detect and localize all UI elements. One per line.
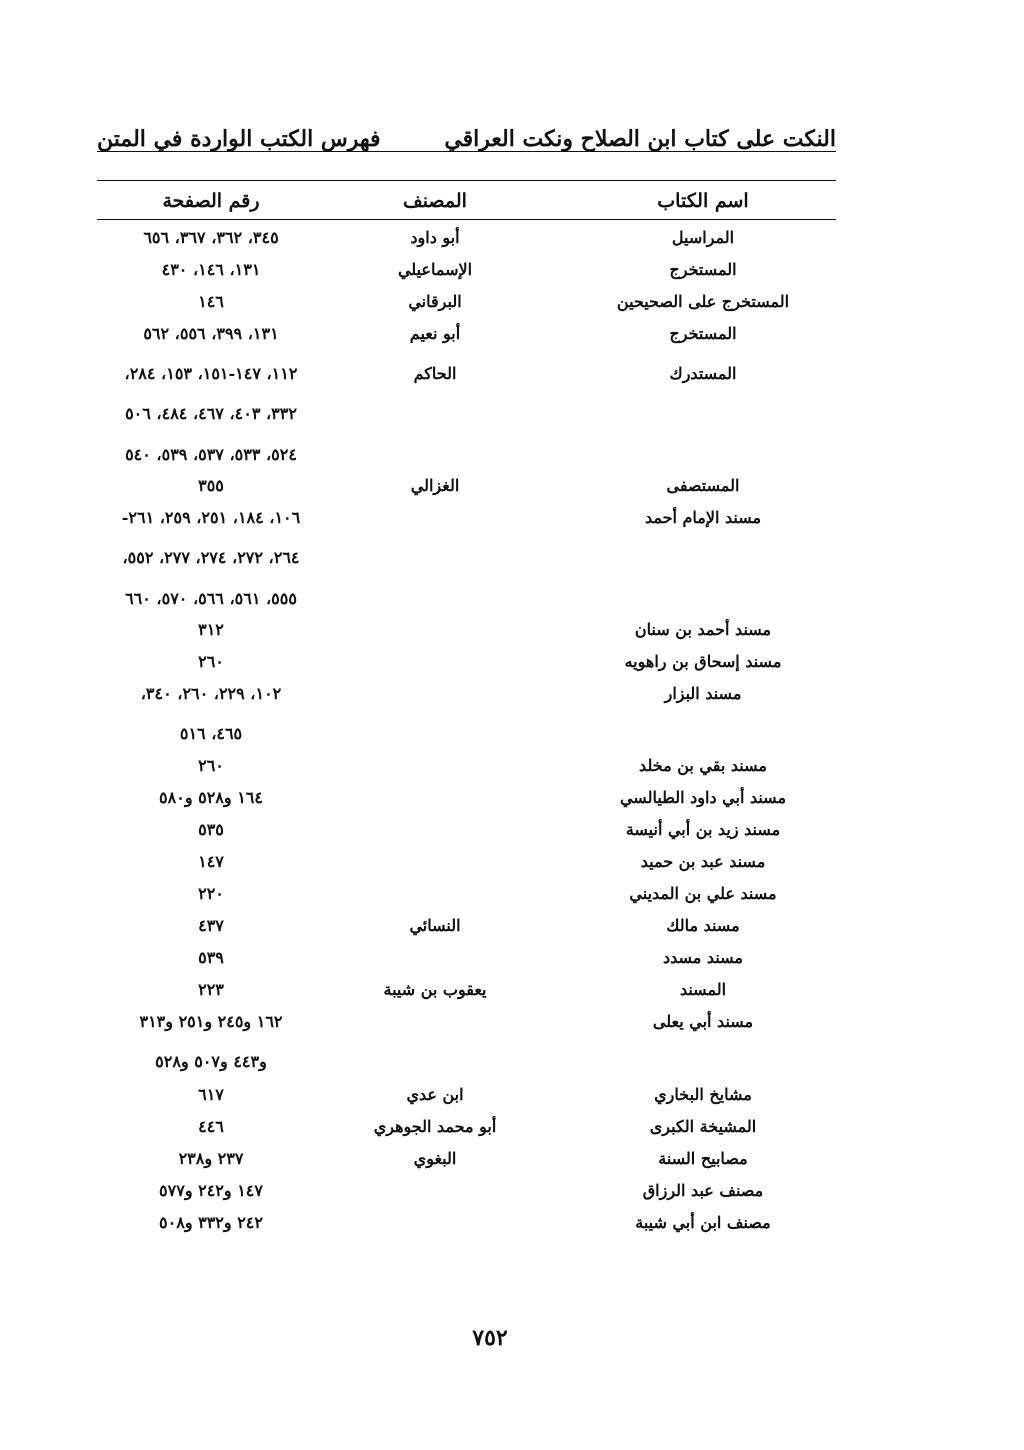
header-author: المصنف — [403, 190, 467, 212]
table-row — [0, 292, 1024, 320]
table-row — [0, 948, 1024, 976]
book-title-cell: مشايخ البخاري — [654, 1085, 752, 1104]
pages-cell: ٢٣٧ و٢٣٨ — [178, 1149, 244, 1168]
page-number: ٧٥٢ — [472, 1325, 508, 1351]
book-title-cell: مسند مسدد — [662, 948, 743, 967]
pages-cell: و٤٤٣ و٥٠٧ و٥٢٨ — [155, 1052, 267, 1071]
table-row — [0, 364, 1024, 392]
pages-cell: ٥٢٤، ٥٣٣، ٥٣٧، ٥٣٩، ٥٤٠ — [125, 445, 297, 464]
table-row — [0, 445, 1024, 473]
pages-cell: ٣٥٥ — [198, 476, 224, 495]
book-title-cell: مسند البزار — [664, 684, 742, 703]
author-cell: الغزالي — [410, 476, 460, 495]
book-title-cell: المستخرج على الصحيحين — [616, 292, 790, 311]
pages-cell: ٢٦٠ — [198, 652, 224, 671]
pages-cell: ١٠٢، ٢٢٩، ٢٦٠، ٣٤٠، — [140, 684, 282, 703]
table-row — [0, 1012, 1024, 1040]
author-cell: يعقوب بن شيبة — [383, 980, 487, 999]
pages-cell: ١٦٤ و٥٢٨ و٥٨٠ — [159, 788, 263, 807]
author-cell: أبو داود — [410, 228, 460, 247]
table-row — [0, 788, 1024, 816]
pages-cell: ٣١٢ — [198, 620, 224, 639]
book-title-cell: المستدرك — [669, 364, 737, 383]
book-title-cell: المستخرج — [669, 260, 737, 279]
book-title-cell: المراسيل — [671, 228, 735, 247]
author-cell: الحاكم — [413, 364, 457, 383]
pages-cell: ٢٢٠ — [198, 884, 224, 903]
table-row — [0, 404, 1024, 432]
pages-cell: ١٤٧ و٢٤٢ و٥٧٧ — [159, 1181, 263, 1200]
table-row — [0, 508, 1024, 536]
pages-cell: ٢٢٣ — [198, 980, 224, 999]
book-title-cell: مسند أبي داود الطيالسي — [619, 788, 787, 807]
book-title-cell: مسند أحمد بن سنان — [634, 620, 772, 639]
pages-cell: ١١٢، ١٤٧-١٥١، ١٥٣، ٢٨٤، — [124, 364, 298, 383]
table-row — [0, 1117, 1024, 1145]
pages-cell: ٤٣٧ — [198, 916, 224, 935]
pages-cell: ٢٦٤، ٢٧٢، ٢٧٤، ٢٧٧، ٥٥٢، — [122, 548, 300, 567]
book-title-cell: مصنف ابن أبي شيبة — [635, 1213, 771, 1232]
table-row — [0, 228, 1024, 256]
header-pages: رقم الصفحة — [162, 190, 260, 212]
author-cell: البغوي — [413, 1149, 457, 1168]
table-row — [0, 724, 1024, 752]
pages-cell: ١٣١، ١٤٦، ٤٣٠ — [161, 260, 261, 279]
pages-cell: ٢٤٢ و٣٣٢ و٥٠٨ — [159, 1213, 263, 1232]
table-row — [0, 620, 1024, 648]
book-title-cell: مسند أبي يعلى — [652, 1012, 754, 1031]
section-title: فهرس الكتب الواردة في المتن — [97, 126, 381, 152]
book-title-cell: مسند عبد بن حميد — [640, 852, 766, 871]
pages-cell: ١٦٢ و٢٤٥ و٢٥١ و٣١٣ — [139, 1012, 283, 1031]
pages-cell: ٥٣٥ — [198, 820, 224, 839]
pages-cell: ٣٣٢، ٤٠٣، ٤٦٧، ٤٨٤، ٥٠٦ — [125, 404, 297, 423]
author-cell: ابن عدي — [406, 1085, 464, 1104]
author-cell: الإسماعيلي — [397, 260, 473, 279]
pages-cell: ٥٥٥، ٥٦١، ٥٦٦، ٥٧٠، ٦٦٠ — [125, 589, 297, 608]
table-row — [0, 324, 1024, 352]
table-row — [0, 1213, 1024, 1241]
book-title-cell: مسند زيد بن أبي أنيسة — [625, 820, 781, 839]
book-title-cell: المستخرج — [669, 324, 737, 343]
header-title: اسم الكتاب — [657, 190, 749, 212]
book-title-cell: مسند إسحاق بن راهويه — [624, 652, 782, 671]
pages-cell: ٢٦٠ — [198, 756, 224, 775]
table-row — [0, 684, 1024, 712]
book-title-cell: مسند علي بن المديني — [629, 884, 777, 903]
pages-cell: ٤٦٥، ٥١٦ — [179, 724, 243, 743]
table-row — [0, 652, 1024, 680]
table-row — [0, 884, 1024, 912]
table-row — [0, 476, 1024, 504]
book-title-cell: مصابيح السنة — [658, 1149, 748, 1168]
pages-cell: ٣٤٥، ٣٦٢، ٣٦٧، ٦٥٦ — [143, 228, 279, 247]
table-row — [0, 980, 1024, 1008]
pages-cell: ١٤٦ — [198, 292, 224, 311]
book-title-cell: مسند بقي بن مخلد — [639, 756, 767, 775]
table-row — [0, 1052, 1024, 1080]
author-cell: أبو نعيم — [409, 324, 461, 343]
pages-cell: ١٠٦، ١٨٤، ٢٥١، ٢٥٩، ٢٦١- — [121, 508, 301, 527]
author-cell: البرقاني — [408, 292, 462, 311]
table-row — [0, 548, 1024, 576]
author-cell: أبو محمد الجوهري — [373, 1117, 497, 1136]
book-title-cell: المسند — [679, 980, 727, 999]
book-title-cell: المشيخة الكبرى — [649, 1117, 757, 1136]
table-row — [0, 1181, 1024, 1209]
book-title: النكت على كتاب ابن الصلاح ونكت العراقي — [444, 126, 836, 152]
pages-cell: ٤٤٦ — [198, 1117, 224, 1136]
book-title-cell: مسند مالك — [666, 916, 740, 935]
table-row — [0, 260, 1024, 288]
book-title-cell: المستصفى — [666, 476, 740, 495]
book-title-cell: مسند الإمام أحمد — [644, 508, 762, 527]
table-row — [0, 852, 1024, 880]
pages-cell: ٦١٧ — [198, 1085, 224, 1104]
table-row — [0, 820, 1024, 848]
pages-cell: ١٣١، ٣٩٩، ٥٥٦، ٥٦٢ — [143, 324, 279, 343]
author-cell: النسائي — [409, 916, 461, 935]
pages-cell: ١٤٧ — [198, 852, 224, 871]
table-row — [0, 756, 1024, 784]
table-row — [0, 1085, 1024, 1113]
table-row — [0, 1149, 1024, 1177]
table-row — [0, 589, 1024, 617]
book-title-cell: مصنف عبد الرزاق — [642, 1181, 764, 1200]
table-row — [0, 916, 1024, 944]
pages-cell: ٥٣٩ — [198, 948, 224, 967]
